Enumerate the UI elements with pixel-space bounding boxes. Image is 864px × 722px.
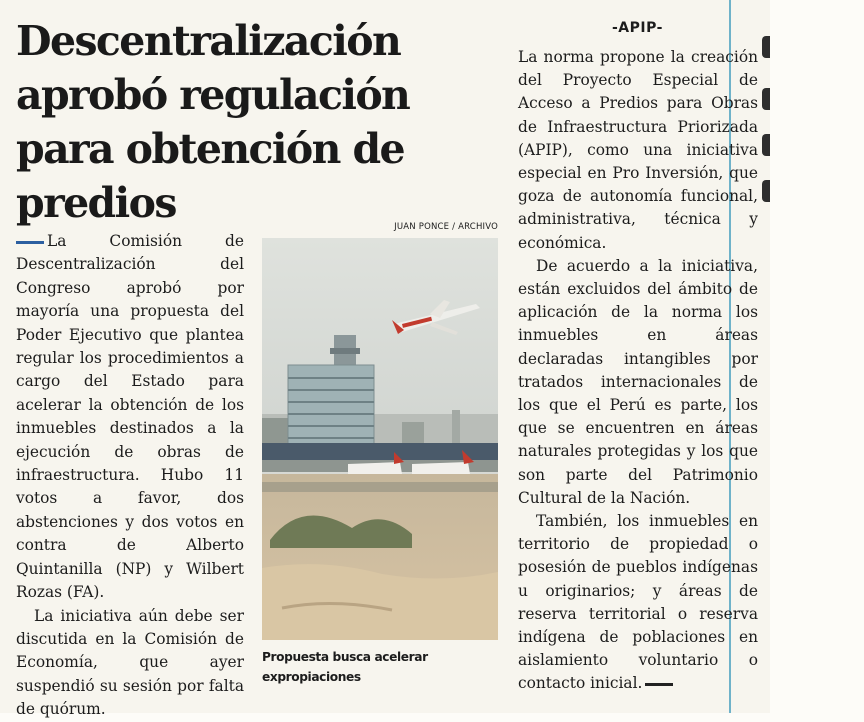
photo-credit: JUAN PONCE / ARCHIVO — [394, 222, 498, 232]
paragraph: La norma propone la creación del Proyecto Especial de Acceso a Predios para Obras de Infraestructura Priorizada (APIP), como una iniciativa especial en Pro Inversión, que goza de autonomía funcional, administrativa, técnica y económica. — [518, 48, 758, 252]
page-edge-marks — [762, 0, 772, 713]
photo-caption: Propuesta busca acelerar expropiaciones — [262, 650, 428, 684]
paragraph: La iniciativa aún debe ser discutida en la Comisión de Economía, que ayer suspendió su sesión por falta de quórum. — [16, 606, 244, 719]
paragraph-text: La Comisión de Descentralización del Congreso aprobó por mayoría una propuesta del Poder Ejecutivo que plantea regular los procedimientos a cargo del Estado para acelerar la obtención de los inmuebles destinados a la ejecución de obras de infraestructura. Hubo 11 votos a favor, dos abstenciones y dos votos en contra de Alberto Quintanilla (NP) y Wilbert Rozas (FA). — [16, 232, 244, 602]
paragraph — [518, 510, 758, 696]
airport-photo-illustration — [262, 238, 498, 640]
article-column-3 — [518, 46, 758, 696]
paragraph — [16, 230, 244, 605]
lead-dash-icon — [16, 241, 44, 244]
end-mark-icon — [645, 683, 673, 686]
paragraph-text: También, los inmuebles en territorio de propiedad o posesión de pueblos indígenas u originarios; y áreas de reserva territorial o reserva indígena de poblaciones en aislamiento voluntario o contacto inicial. — [518, 512, 758, 693]
article-headline: Descentralización aprobó regulación para obtención de predios — [16, 17, 410, 227]
paragraph: De acuerdo a la iniciativa, están excluidos del ámbito de aplicación de la norma los inmuebles en áreas declaradas intangibles por tratados internacionales de los que el Perú es parte, los que se encuentren en áreas naturales protegidas y los que son parte del Patrimonio Cultural de la Nación. — [518, 256, 758, 507]
article-photo — [262, 238, 498, 640]
section-tag: -APIP- — [612, 20, 663, 36]
article-column-1 — [16, 230, 244, 722]
